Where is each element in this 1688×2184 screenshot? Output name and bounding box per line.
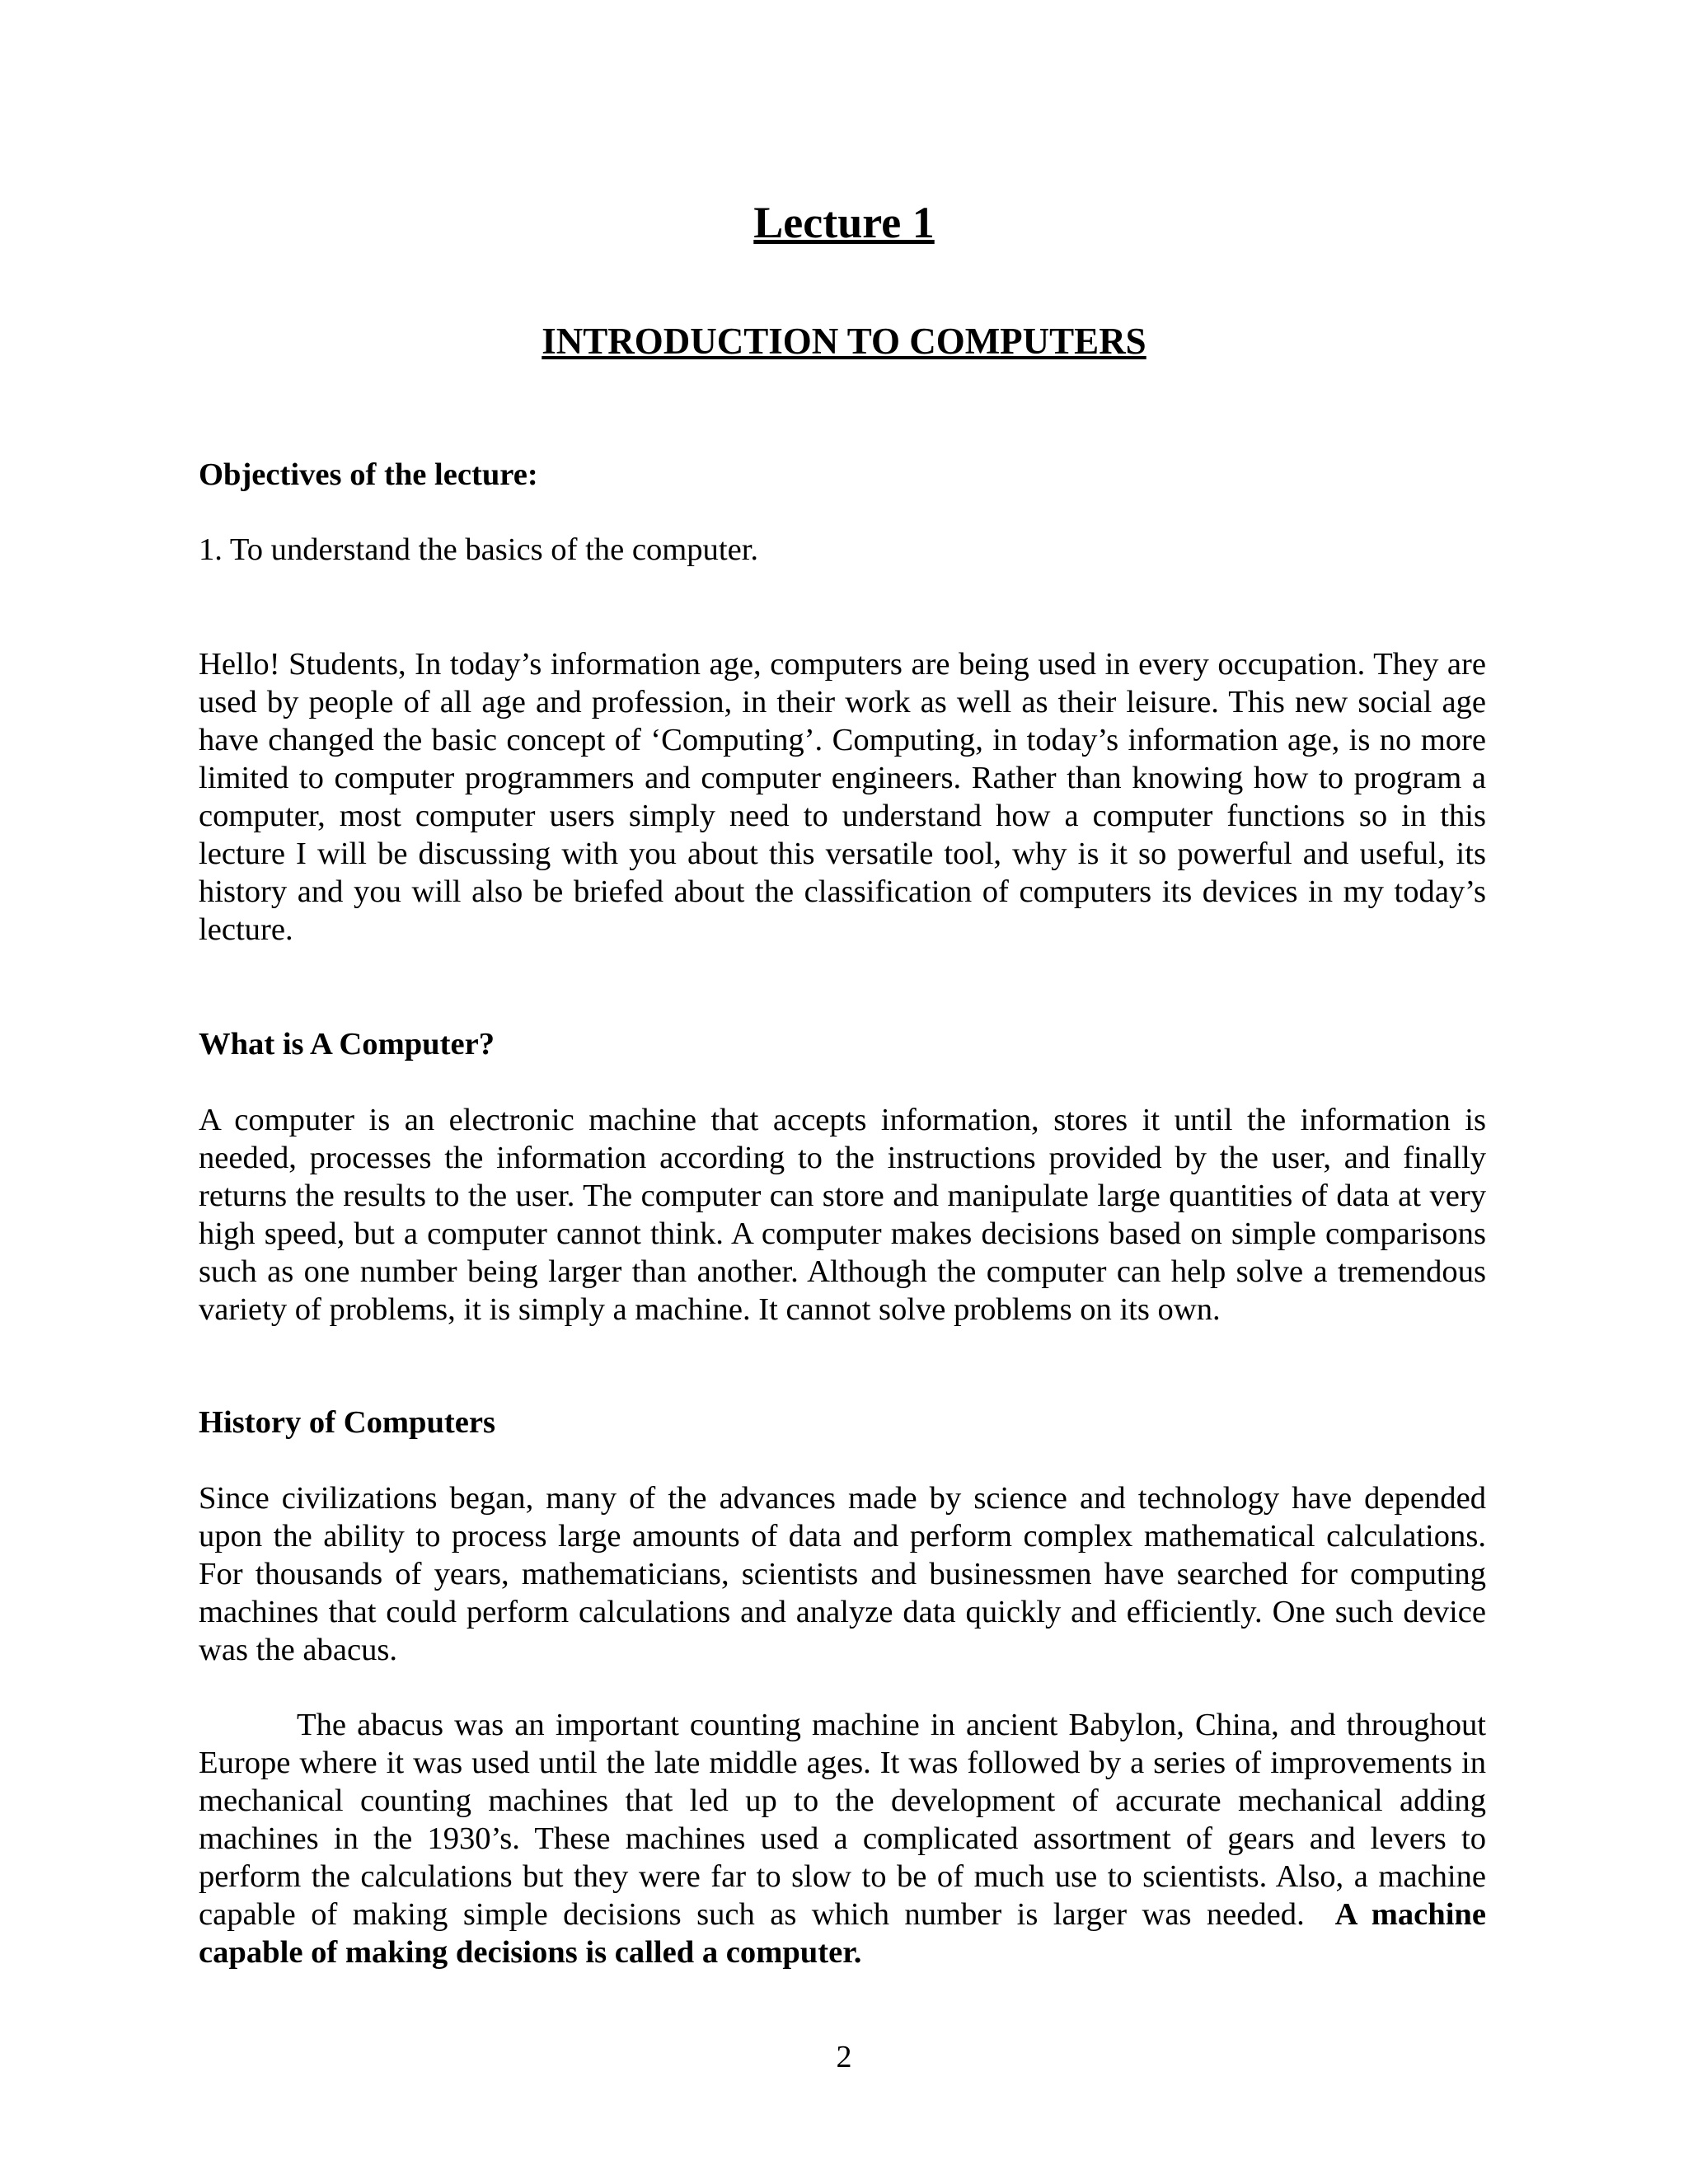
objective-item: 1. To understand the basics of the computer. (199, 532, 759, 567)
what-is-computer-heading: What is A Computer? (199, 1027, 495, 1062)
history-paragraph-2 (199, 1706, 1486, 1971)
page-title: INTRODUCTION TO COMPUTERS (542, 321, 1146, 362)
history-paragraph-2-text: The abacus was an important counting machine in ancient Babylon, China, and throughout Europe where it was used until the late middle ages. It was followed by a series of improvements in mechanical counting machines that led up to the development of accurate mechanical adding machines in the 1930’s. These machines used a complicated assortment of gears and levers to perform the calculations but they were far to slow to be of much use to scientists. Also, a machine capable of making simple decisions such as which number is larger was needed. (199, 1708, 1486, 1932)
computer-definition-text: A machine capable of making decisions is called a computer. (199, 1897, 1486, 1970)
page-number: 2 (836, 2040, 852, 2074)
history-heading: History of Computers (199, 1405, 496, 1440)
history-paragraph-1: Since civilizations began, many of the advances made by science and technology have depended upon the ability to process large amounts of data and perform complex mathematical calculations. For thousands of years, mathematicians, scientists and businessmen have searched for computing machines that could perform calculations and analyze data quickly and efficiently. One such device was the abacus. (199, 1481, 1486, 1667)
what-is-computer-paragraph: A computer is an electronic machine that accepts information, stores it until the information is needed, processes the information according to the instructions provided by the user, and finally returns the results to the user. The computer can store and manipulate large quantities of data at very high speed, but a computer cannot think. A computer makes decisions based on simple comparisons such as one number being larger than another. Although the computer can help solve a tremendous variety of problems, it is simply a machine. It cannot solve problems on its own. (199, 1103, 1486, 1327)
lecture-title: Lecture 1 (753, 198, 935, 247)
intro-paragraph: Hello! Students, In today’s information age, computers are being used in every occupation. They are used by people of all age and profession, in their work as well as their leisure. This new social age have changed the basic concept of ‘Computing’. Computing, in today’s information age, is no more limited to computer programmers and computer engineers. Rather than knowing how to program a computer, most computer users simply need to understand how a computer functions so in this lecture I will be discussing with you about this versatile tool, why is it so powerful and useful, its history and you will also be briefed about the classification of computers its devices in my today’s lecture. (199, 647, 1486, 947)
objectives-heading: Objectives of the lecture: (199, 457, 538, 492)
